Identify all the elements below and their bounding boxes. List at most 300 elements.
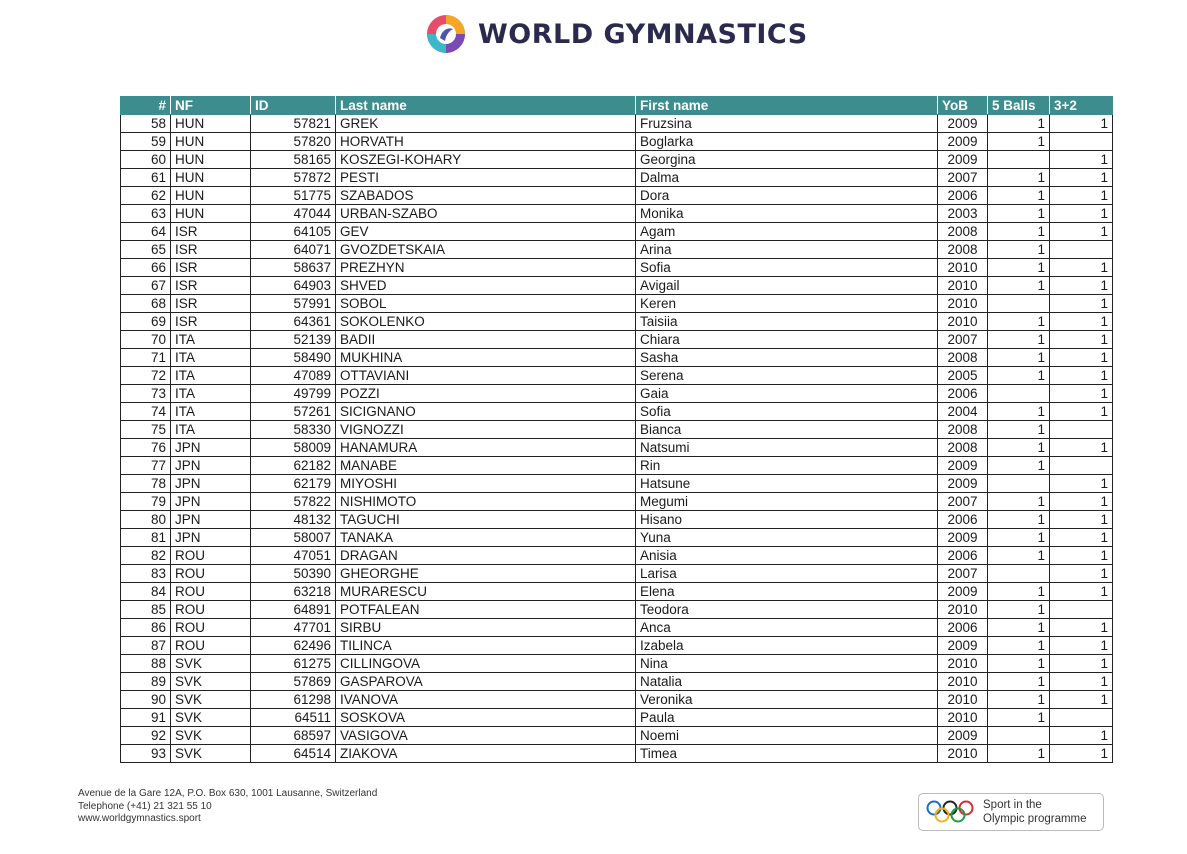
cell-last-name: GVOZDETSKAIA — [336, 241, 636, 259]
cell-nf: ROU — [171, 601, 251, 619]
cell-first-name: Taisiia — [636, 313, 938, 331]
cell-yob: 2008 — [938, 439, 988, 457]
cell-5-balls: 1 — [988, 187, 1050, 205]
cell-nf: ITA — [171, 349, 251, 367]
cell-number: 63 — [121, 205, 171, 223]
olympic-badge-line1: Sport in the — [983, 799, 1042, 811]
cell-yob: 2009 — [938, 151, 988, 169]
cell-yob: 2008 — [938, 349, 988, 367]
cell-nf: ROU — [171, 547, 251, 565]
cell-5-balls: 1 — [988, 691, 1050, 709]
cell-yob: 2007 — [938, 169, 988, 187]
table-header-row — [121, 97, 1113, 115]
cell-id: 64105 — [251, 223, 336, 241]
cell-nf: ITA — [171, 367, 251, 385]
cell-yob: 2004 — [938, 403, 988, 421]
cell-yob: 2009 — [938, 529, 988, 547]
cell-number: 59 — [121, 133, 171, 151]
cell-5-balls: 1 — [988, 223, 1050, 241]
cell-id: 68597 — [251, 727, 336, 745]
cell-yob: 2006 — [938, 385, 988, 403]
cell-id: 61298 — [251, 691, 336, 709]
cell-number: 76 — [121, 439, 171, 457]
cell-nf: HUN — [171, 169, 251, 187]
cell-number: 92 — [121, 727, 171, 745]
cell-nf: ITA — [171, 331, 251, 349]
cell-last-name: DRAGAN — [336, 547, 636, 565]
cell-yob: 2008 — [938, 241, 988, 259]
cell-nf: HUN — [171, 115, 251, 133]
cell-last-name: TILINCA — [336, 637, 636, 655]
table-row — [121, 583, 1113, 601]
table-row — [121, 673, 1113, 691]
cell-3-2: 1 — [1050, 313, 1113, 331]
olympic-programme-badge — [918, 793, 1104, 831]
cell-number: 60 — [121, 151, 171, 169]
cell-3-2: 1 — [1050, 367, 1113, 385]
cell-3-2: 1 — [1050, 619, 1113, 637]
cell-number: 61 — [121, 169, 171, 187]
cell-first-name: Natalia — [636, 673, 938, 691]
table-row — [121, 367, 1113, 385]
cell-id: 57822 — [251, 493, 336, 511]
cell-last-name: PESTI — [336, 169, 636, 187]
table-row — [121, 205, 1113, 223]
cell-last-name: SIRBU — [336, 619, 636, 637]
cell-5-balls: 1 — [988, 115, 1050, 133]
cell-nf: SVK — [171, 673, 251, 691]
cell-first-name: Rin — [636, 457, 938, 475]
table-row — [121, 457, 1113, 475]
footer-website: www.worldgymnastics.sport — [78, 813, 201, 824]
brand-name: WORLD GYMNASTICS — [478, 18, 808, 50]
table-row — [121, 241, 1113, 259]
cell-last-name: GASPAROVA — [336, 673, 636, 691]
cell-nf: SVK — [171, 745, 251, 763]
col-header-last-name: Last name — [336, 97, 636, 115]
cell-number: 66 — [121, 259, 171, 277]
table-row — [121, 169, 1113, 187]
cell-number: 81 — [121, 529, 171, 547]
cell-yob: 2009 — [938, 133, 988, 151]
cell-id: 57872 — [251, 169, 336, 187]
cell-3-2: 1 — [1050, 331, 1113, 349]
cell-first-name: Monika — [636, 205, 938, 223]
cell-number: 83 — [121, 565, 171, 583]
table-row — [121, 691, 1113, 709]
cell-first-name: Agam — [636, 223, 938, 241]
cell-3-2: 1 — [1050, 745, 1113, 763]
cell-5-balls: 1 — [988, 601, 1050, 619]
table-row — [121, 331, 1113, 349]
cell-id: 64514 — [251, 745, 336, 763]
cell-nf: SVK — [171, 655, 251, 673]
cell-5-balls — [988, 475, 1050, 493]
cell-yob: 2007 — [938, 565, 988, 583]
cell-number: 80 — [121, 511, 171, 529]
cell-last-name: GREK — [336, 115, 636, 133]
cell-3-2: 1 — [1050, 727, 1113, 745]
cell-3-2: 1 — [1050, 349, 1113, 367]
cell-first-name: Fruzsina — [636, 115, 938, 133]
table-row — [121, 619, 1113, 637]
cell-number: 72 — [121, 367, 171, 385]
cell-3-2: 1 — [1050, 169, 1113, 187]
table-row — [121, 745, 1113, 763]
cell-first-name: Paula — [636, 709, 938, 727]
cell-3-2: 1 — [1050, 259, 1113, 277]
cell-first-name: Dalma — [636, 169, 938, 187]
cell-last-name: URBAN-SZABO — [336, 205, 636, 223]
cell-id: 50390 — [251, 565, 336, 583]
table-row — [121, 709, 1113, 727]
cell-nf: ROU — [171, 565, 251, 583]
cell-id: 58009 — [251, 439, 336, 457]
table-row — [121, 547, 1113, 565]
cell-3-2 — [1050, 457, 1113, 475]
cell-number: 77 — [121, 457, 171, 475]
cell-nf: JPN — [171, 529, 251, 547]
cell-3-2: 1 — [1050, 565, 1113, 583]
cell-3-2: 1 — [1050, 385, 1113, 403]
cell-3-2 — [1050, 601, 1113, 619]
cell-nf: ROU — [171, 583, 251, 601]
footer-contact — [78, 788, 377, 826]
cell-yob: 2010 — [938, 709, 988, 727]
cell-5-balls: 1 — [988, 673, 1050, 691]
cell-5-balls: 1 — [988, 745, 1050, 763]
cell-3-2: 1 — [1050, 691, 1113, 709]
table-body — [121, 115, 1113, 763]
cell-5-balls — [988, 151, 1050, 169]
cell-first-name: Yuna — [636, 529, 938, 547]
cell-last-name: MURARESCU — [336, 583, 636, 601]
cell-id: 58165 — [251, 151, 336, 169]
cell-nf: SVK — [171, 691, 251, 709]
cell-5-balls: 1 — [988, 637, 1050, 655]
olympic-badge-line2: Olympic programme — [983, 813, 1087, 825]
cell-3-2: 1 — [1050, 295, 1113, 313]
cell-nf: JPN — [171, 511, 251, 529]
cell-number: 82 — [121, 547, 171, 565]
cell-yob: 2009 — [938, 115, 988, 133]
cell-number: 75 — [121, 421, 171, 439]
col-header-3-2: 3+2 — [1050, 97, 1113, 115]
cell-5-balls: 1 — [988, 241, 1050, 259]
table-row — [121, 511, 1113, 529]
cell-last-name: CILLINGOVA — [336, 655, 636, 673]
table-row — [121, 115, 1113, 133]
cell-5-balls: 1 — [988, 313, 1050, 331]
cell-id: 64071 — [251, 241, 336, 259]
cell-id: 57820 — [251, 133, 336, 151]
cell-first-name: Anca — [636, 619, 938, 637]
cell-last-name: VASIGOVA — [336, 727, 636, 745]
cell-first-name: Anisia — [636, 547, 938, 565]
cell-number: 85 — [121, 601, 171, 619]
cell-3-2: 1 — [1050, 493, 1113, 511]
cell-id: 64361 — [251, 313, 336, 331]
cell-last-name: POZZI — [336, 385, 636, 403]
cell-yob: 2010 — [938, 745, 988, 763]
table-row — [121, 637, 1113, 655]
cell-3-2: 1 — [1050, 187, 1113, 205]
table-row — [121, 259, 1113, 277]
brand-logo — [424, 12, 808, 56]
cell-5-balls: 1 — [988, 169, 1050, 187]
table-row — [121, 313, 1113, 331]
cell-nf: ISR — [171, 241, 251, 259]
cell-3-2 — [1050, 133, 1113, 151]
cell-3-2: 1 — [1050, 205, 1113, 223]
cell-last-name: VIGNOZZI — [336, 421, 636, 439]
cell-first-name: Serena — [636, 367, 938, 385]
cell-nf: ISR — [171, 223, 251, 241]
cell-yob: 2009 — [938, 583, 988, 601]
cell-yob: 2003 — [938, 205, 988, 223]
cell-nf: JPN — [171, 457, 251, 475]
cell-yob: 2009 — [938, 637, 988, 655]
table-row — [121, 295, 1113, 313]
cell-number: 65 — [121, 241, 171, 259]
cell-first-name: Boglarka — [636, 133, 938, 151]
cell-yob: 2005 — [938, 367, 988, 385]
cell-yob: 2010 — [938, 673, 988, 691]
cell-id: 47044 — [251, 205, 336, 223]
cell-5-balls — [988, 727, 1050, 745]
cell-3-2: 1 — [1050, 475, 1113, 493]
cell-3-2: 1 — [1050, 151, 1113, 169]
cell-3-2: 1 — [1050, 115, 1113, 133]
cell-3-2: 1 — [1050, 583, 1113, 601]
cell-nf: ISR — [171, 277, 251, 295]
cell-5-balls: 1 — [988, 457, 1050, 475]
cell-nf: JPN — [171, 439, 251, 457]
cell-last-name: ZIAKOVA — [336, 745, 636, 763]
cell-last-name: GHEORGHE — [336, 565, 636, 583]
cell-id: 64891 — [251, 601, 336, 619]
cell-id: 57869 — [251, 673, 336, 691]
cell-last-name: BADII — [336, 331, 636, 349]
cell-id: 58330 — [251, 421, 336, 439]
cell-number: 88 — [121, 655, 171, 673]
cell-last-name: MANABE — [336, 457, 636, 475]
table-row — [121, 133, 1113, 151]
table-row — [121, 187, 1113, 205]
cell-first-name: Sofia — [636, 259, 938, 277]
cell-3-2: 1 — [1050, 277, 1113, 295]
cell-first-name: Natsumi — [636, 439, 938, 457]
cell-nf: ITA — [171, 421, 251, 439]
cell-5-balls: 1 — [988, 709, 1050, 727]
col-header-number: # — [121, 97, 171, 115]
cell-5-balls — [988, 565, 1050, 583]
cell-nf: ROU — [171, 619, 251, 637]
cell-id: 64511 — [251, 709, 336, 727]
cell-nf: HUN — [171, 205, 251, 223]
cell-last-name: SOKOLENKO — [336, 313, 636, 331]
cell-5-balls: 1 — [988, 511, 1050, 529]
cell-number: 87 — [121, 637, 171, 655]
cell-number: 70 — [121, 331, 171, 349]
cell-5-balls: 1 — [988, 367, 1050, 385]
table-row — [121, 493, 1113, 511]
table-row — [121, 475, 1113, 493]
col-header-nf: NF — [171, 97, 251, 115]
cell-first-name: Chiara — [636, 331, 938, 349]
cell-3-2: 1 — [1050, 511, 1113, 529]
cell-last-name: TAGUCHI — [336, 511, 636, 529]
cell-first-name: Georgina — [636, 151, 938, 169]
cell-5-balls: 1 — [988, 421, 1050, 439]
table-row — [121, 277, 1113, 295]
table-row — [121, 529, 1113, 547]
cell-3-2: 1 — [1050, 439, 1113, 457]
cell-yob: 2008 — [938, 421, 988, 439]
cell-nf: HUN — [171, 133, 251, 151]
cell-last-name: SOBOL — [336, 295, 636, 313]
cell-id: 58490 — [251, 349, 336, 367]
cell-yob: 2006 — [938, 619, 988, 637]
cell-yob: 2009 — [938, 727, 988, 745]
cell-first-name: Sofia — [636, 403, 938, 421]
cell-5-balls — [988, 385, 1050, 403]
cell-3-2 — [1050, 241, 1113, 259]
cell-id: 52139 — [251, 331, 336, 349]
table-row — [121, 223, 1113, 241]
cell-nf: ITA — [171, 385, 251, 403]
cell-id: 57991 — [251, 295, 336, 313]
cell-number: 73 — [121, 385, 171, 403]
cell-number: 93 — [121, 745, 171, 763]
cell-3-2: 1 — [1050, 655, 1113, 673]
cell-yob: 2006 — [938, 187, 988, 205]
cell-number: 68 — [121, 295, 171, 313]
cell-yob: 2010 — [938, 277, 988, 295]
table-row — [121, 601, 1113, 619]
cell-first-name: Elena — [636, 583, 938, 601]
cell-last-name: PREZHYN — [336, 259, 636, 277]
cell-id: 64903 — [251, 277, 336, 295]
cell-first-name: Sasha — [636, 349, 938, 367]
footer-telephone: Telephone (+41) 21 321 55 10 — [78, 800, 212, 812]
cell-last-name: SHVED — [336, 277, 636, 295]
col-header-yob: YoB — [938, 97, 988, 115]
cell-number: 86 — [121, 619, 171, 637]
olympic-rings-icon — [925, 799, 975, 825]
cell-id: 63218 — [251, 583, 336, 601]
cell-number: 67 — [121, 277, 171, 295]
table-row — [121, 385, 1113, 403]
cell-id: 57261 — [251, 403, 336, 421]
cell-number: 74 — [121, 403, 171, 421]
cell-first-name: Veronika — [636, 691, 938, 709]
cell-id: 51775 — [251, 187, 336, 205]
cell-yob: 2009 — [938, 475, 988, 493]
cell-last-name: GEV — [336, 223, 636, 241]
cell-number: 89 — [121, 673, 171, 691]
cell-5-balls: 1 — [988, 205, 1050, 223]
cell-nf: ITA — [171, 403, 251, 421]
cell-5-balls: 1 — [988, 259, 1050, 277]
cell-5-balls: 1 — [988, 439, 1050, 457]
table-row — [121, 565, 1113, 583]
cell-3-2: 1 — [1050, 547, 1113, 565]
world-gymnastics-logo-icon — [424, 12, 468, 56]
cell-first-name: Avigail — [636, 277, 938, 295]
cell-yob: 2006 — [938, 547, 988, 565]
cell-nf: SVK — [171, 727, 251, 745]
cell-last-name: KOSZEGI-KOHARY — [336, 151, 636, 169]
cell-id: 57821 — [251, 115, 336, 133]
cell-nf: ROU — [171, 637, 251, 655]
cell-number: 79 — [121, 493, 171, 511]
cell-nf: HUN — [171, 187, 251, 205]
cell-id: 62496 — [251, 637, 336, 655]
cell-first-name: Hatsune — [636, 475, 938, 493]
col-header-id: ID — [251, 97, 336, 115]
cell-last-name: SOSKOVA — [336, 709, 636, 727]
cell-nf: HUN — [171, 151, 251, 169]
cell-yob: 2009 — [938, 457, 988, 475]
cell-number: 58 — [121, 115, 171, 133]
cell-3-2 — [1050, 421, 1113, 439]
cell-number: 91 — [121, 709, 171, 727]
cell-nf: ISR — [171, 313, 251, 331]
cell-5-balls: 1 — [988, 349, 1050, 367]
cell-last-name: TANAKA — [336, 529, 636, 547]
athlete-table — [120, 96, 1113, 763]
cell-id: 62179 — [251, 475, 336, 493]
cell-3-2: 1 — [1050, 403, 1113, 421]
cell-number: 90 — [121, 691, 171, 709]
cell-number: 84 — [121, 583, 171, 601]
cell-id: 61275 — [251, 655, 336, 673]
cell-last-name: HORVATH — [336, 133, 636, 151]
cell-yob: 2006 — [938, 511, 988, 529]
cell-first-name: Teodora — [636, 601, 938, 619]
cell-id: 58007 — [251, 529, 336, 547]
cell-5-balls: 1 — [988, 583, 1050, 601]
cell-last-name: OTTAVIANI — [336, 367, 636, 385]
cell-id: 48132 — [251, 511, 336, 529]
cell-yob: 2010 — [938, 691, 988, 709]
cell-first-name: Dora — [636, 187, 938, 205]
cell-number: 69 — [121, 313, 171, 331]
cell-first-name: Nina — [636, 655, 938, 673]
cell-id: 58637 — [251, 259, 336, 277]
cell-nf: SVK — [171, 709, 251, 727]
table-row — [121, 421, 1113, 439]
cell-3-2: 1 — [1050, 673, 1113, 691]
col-header-first-name: First name — [636, 97, 938, 115]
cell-first-name: Keren — [636, 295, 938, 313]
cell-first-name: Izabela — [636, 637, 938, 655]
cell-first-name: Megumi — [636, 493, 938, 511]
cell-nf: ISR — [171, 295, 251, 313]
cell-5-balls: 1 — [988, 655, 1050, 673]
cell-id: 49799 — [251, 385, 336, 403]
cell-last-name: NISHIMOTO — [336, 493, 636, 511]
cell-first-name: Arina — [636, 241, 938, 259]
cell-5-balls: 1 — [988, 547, 1050, 565]
cell-last-name: POTFALEAN — [336, 601, 636, 619]
table-row — [121, 403, 1113, 421]
cell-5-balls: 1 — [988, 619, 1050, 637]
cell-first-name: Noemi — [636, 727, 938, 745]
cell-id: 62182 — [251, 457, 336, 475]
cell-5-balls: 1 — [988, 133, 1050, 151]
